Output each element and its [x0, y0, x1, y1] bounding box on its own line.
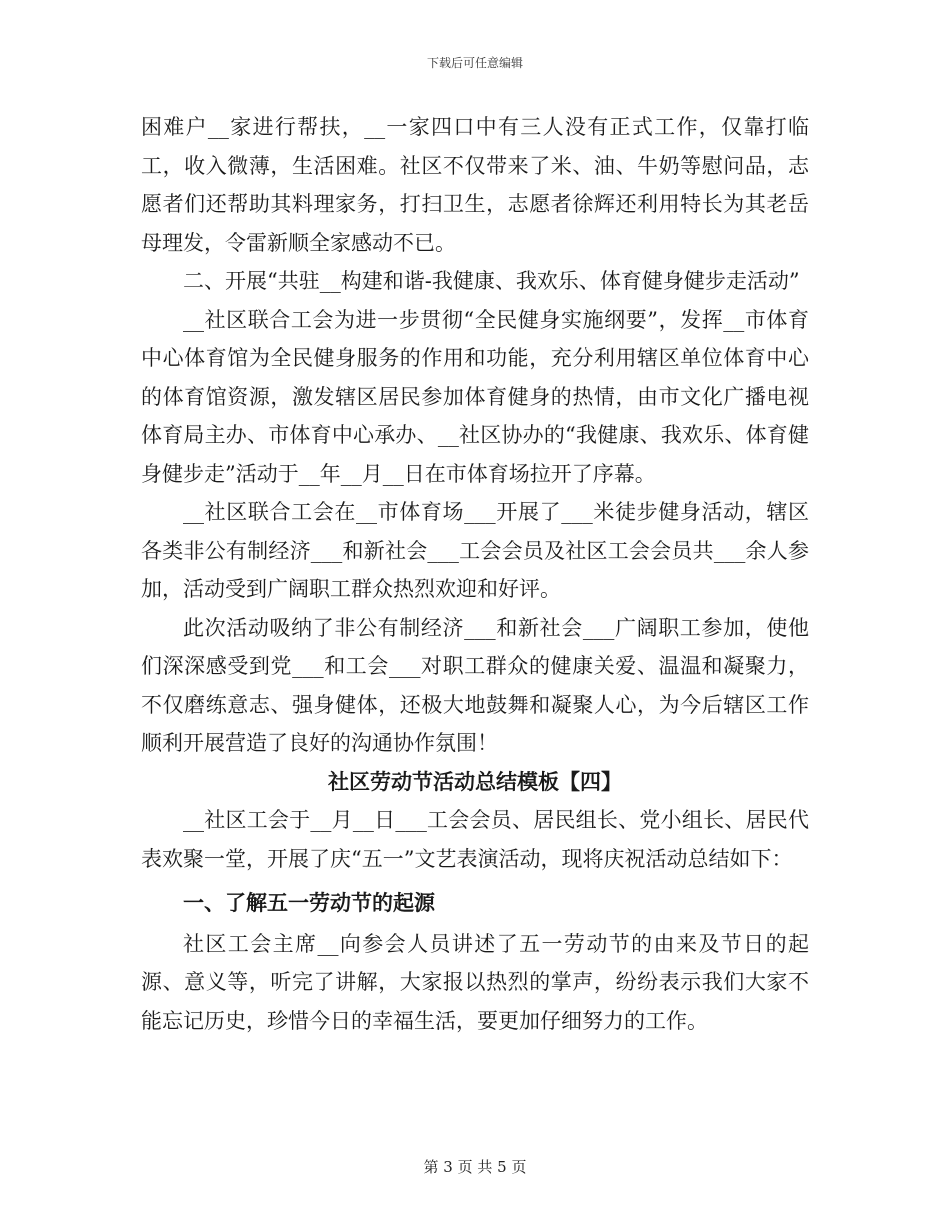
document-body	[141, 108, 809, 1040]
paragraph-3: __社区联合工会为进一步贯彻“全民健身实施纲要”，发挥__市体育中心体育馆为全民健身服务的作用和功能，充分利用辖区单位体育中心的体育馆资源，激发辖区居民参加体育健身的热情，由市文化广播电视体育局主办、市体育中心承办、__社区协办的“我健康、我欢乐、体育健身健步走”活动于__年__月__日在市体育场拉开了序幕。	[141, 307, 809, 486]
paragraph-7: 社区工会主席__向参会人员讲述了五一劳动节的由来及节日的起源、意义等，听完了讲解，大家报以热烈的掌声，纷纷表示我们大家不能忘记历史，珍惜今日的幸福生活，要更加仔细努力的工作。	[141, 931, 809, 1033]
paragraph-6: __社区工会于__月__日___工会会员、居民组长、党小组长、居民代表欢聚一堂，开展了庆“五一”文艺表演活动，现将庆祝活动总结如下：	[141, 808, 809, 871]
page-header-note: 下载后可任意编辑	[426, 56, 523, 70]
page-number: 第 3 页 共 5 页	[423, 1158, 527, 1176]
paragraph-4: __社区联合工会在__市体育场___开展了___米徒步健身活动，辖区各类非公有制经济___和新社会___工会会员及社区工会会员共___余人参加，活动受到广阔职工群众热烈欢迎和好评。	[141, 500, 809, 601]
paragraph-2-heading: 二、开展“共驻__构建和谐-我健康、我欢乐、体育健身健步走活动”	[183, 269, 800, 293]
paragraph-1: 困难户__家进行帮扶，__一家四口中有三人没有正式工作，仅靠打临工，收入微薄，生活困难。社区不仅带来了米、油、牛奶等慰问品，志愿者们还帮助其料理家务，打扫卫生，志愿者徐辉还利用特长为其老岳母理发，令雷新顺全家感动不已。	[141, 115, 809, 255]
paragraph-5: 此次活动吸纳了非公有制经济___和新社会___广阔职工参加，使他们深深感受到党___和工会___对职工群众的健康关爱、温温和凝聚力，不仅磨练意志、强身健体，还极大地鼓舞和凝聚人心，为今后辖区工作顺利开展营造了良好的沟通协作氛围！	[141, 615, 809, 755]
section-title: 社区劳动节活动总结模板【四】	[328, 768, 622, 794]
sub-heading: 一、了解五一劳动节的起源	[183, 891, 435, 915]
